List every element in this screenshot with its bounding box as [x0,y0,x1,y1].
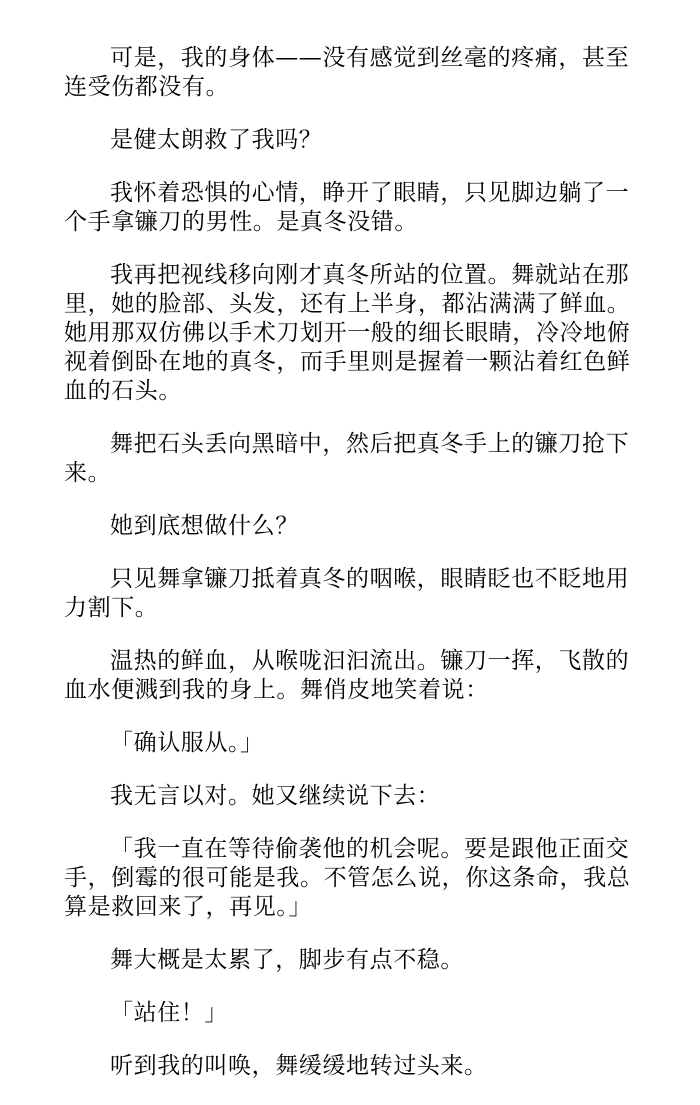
document-page [64,44,636,1105]
paragraph: 只见舞拿镰刀抵着真冬的咽喉，眼睛眨也不眨地用力割下。 [64,566,630,621]
paragraph: 「我一直在等待偷袭他的机会呢。要是跟他正面交手，倒霉的很可能是我。不管怎么说，你这条命，我总算是救回来了，再见。」 [64,836,631,920]
paragraph: 听到我的叫唤，舞缓缓地转过头来。 [110,1053,488,1079]
paragraph: 「站住！」 [110,1000,228,1026]
paragraph: 我无言以对。她又继续说下去： [110,783,441,809]
paragraph: 我怀着恐惧的心情，睁开了眼睛，只见脚边躺了一个手拿镰刀的男性。是真冬没错。 [64,180,630,235]
paragraph: 温热的鲜血，从喉咙汩汩流出。镰刀一挥，飞散的血水便溅到我的身上。舞俏皮地笑着说： [64,648,630,703]
paragraph: 「确认服从。」 [110,730,264,756]
paragraph: 是健太朗救了我吗？ [110,127,323,153]
paragraph: 可是，我的身体——没有感觉到丝毫的疼痛，甚至连受伤都没有。 [64,45,630,100]
paragraph: 舞把石头丢向黑暗中，然后把真冬手上的镰刀抢下来。 [64,431,630,486]
paragraph: 舞大概是太累了，脚步有点不稳。 [110,947,464,973]
paragraph: 我再把视线移向刚才真冬所站的位置。舞就站在那里，她的脸部、头发，还有上半身，都沾满满了鲜血。她用那双仿佛以手术刀划开一般的细长眼睛，冷冷地俯视着倒卧在地的真冬，而手里则是握着一颗沾着红色鲜血的石头。 [64,262,631,404]
paragraph: 她到底想做什么？ [110,513,299,539]
